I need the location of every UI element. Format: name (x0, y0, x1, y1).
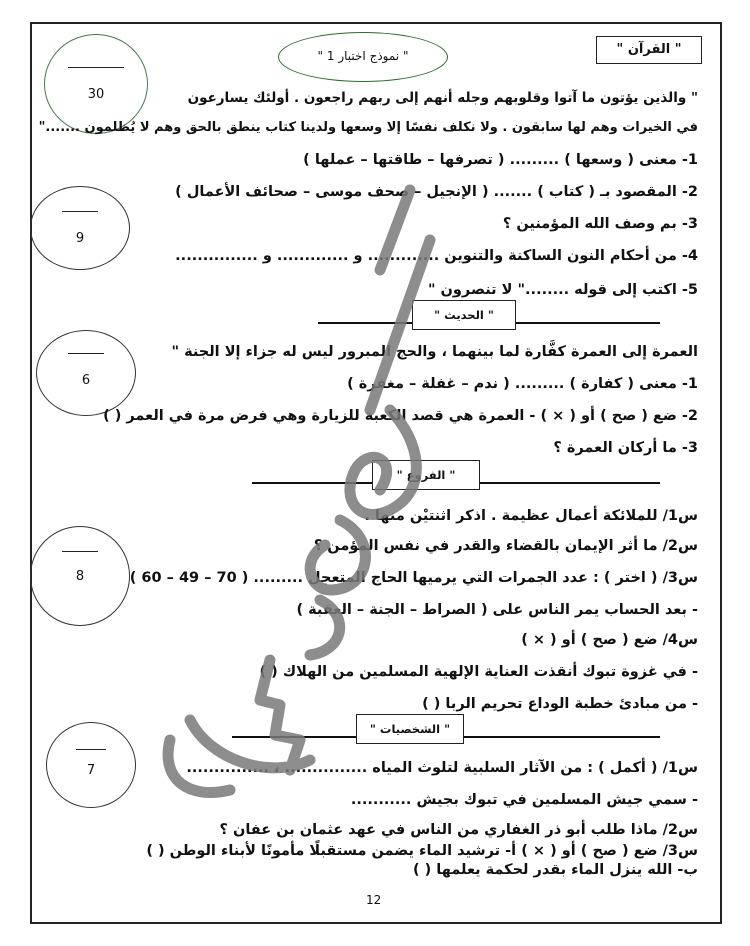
personalities-question-1b: - سمي جيش المسلمين في تبوك بجيش ........... (350, 792, 698, 808)
hadith-title: " الحديث " (434, 308, 494, 322)
personalities-title: " الشخصيات " (369, 722, 451, 736)
quran-title: " القرآن " (616, 42, 682, 57)
furoo-question-4: س4/ ضع ( صح ) أو ( × ) (521, 632, 698, 648)
hadith-question-3: 3- ما أركان العمرة ؟ (553, 440, 698, 456)
furoo-question-4b: - من مبادئ خطبة الوداع تحريم الربا ( ) (422, 696, 698, 712)
quran-title-box (596, 36, 702, 64)
score-dash (62, 211, 98, 212)
score-circle-total (44, 34, 148, 134)
personalities-question-1: س1/ ( أكمل ) : من الآثار السلبية لتلوث المياه ............... ، ............... (186, 760, 698, 776)
quran-question-2: 2- المقصود بـ ( كتاب ) ....... ( الإنجيل – صحف موسى – صحائف الأعمال ) (175, 184, 698, 200)
furoo-question-2: س2/ ما أثر الإيمان بالقضاء والقدر في نفس المؤمن ؟ (313, 538, 698, 554)
furoo-question-3b: - بعد الحساب يمر الناس على ( الصراط – الجنة – العقبة ) (296, 602, 698, 618)
personalities-question-2: س2/ ماذا طلب أبو ذر الغفاري من الناس في عهد عثمان بن عفان ؟ (219, 822, 698, 838)
furoo-question-4a: - في غزوة تبوك أنقذت العناية الإلهية المسلمين من الهلاك ( ) (259, 664, 698, 680)
score-total: 30 (87, 87, 105, 102)
hadith-title-box (412, 300, 516, 330)
score-furoo: 8 (75, 569, 85, 584)
score-dash (76, 749, 106, 750)
score-dash (68, 353, 104, 354)
quran-verse-line2: في الخيرات وهم لها سابقون . ولا نكلف نفسًا إلا وسعها ولدينا كتاب ينطق بالحق وهم لا يُظلمون ......." (38, 120, 698, 135)
furoo-title-box (372, 460, 480, 490)
score-dash (68, 67, 124, 68)
personalities-question-3b: ب- الله ينزل الماء بقدر لحكمة يعلمها ( ) (412, 862, 698, 878)
furoo-question-3: س3/ ( اختر ) : عدد الجمرات التي يرميها الحاج المتعجل ......... ( 70 – 49 – 60 ) (129, 570, 698, 586)
personalities-question-3: س3/ ضع ( صح ) أو ( × ) أ- ترشيد الماء يضمن مستقبلًا مأمونًا لأبناء الوطن ( ) (146, 843, 698, 859)
furoo-title: " الفروع " (396, 468, 456, 482)
score-circle-furoo (30, 526, 130, 626)
exam-title: " نموذج اختبار 1 " (317, 49, 409, 63)
quran-question-3: 3- بم وصف الله المؤمنين ؟ (502, 216, 698, 232)
quran-question-1: 1- معنى ( وسعها ) ......... ( تصرفها – طاقتها – عملها ) (303, 152, 698, 168)
score-quran: 9 (75, 231, 85, 246)
furoo-question-1: س1/ للملائكة أعمال عظيمة . اذكر اثنتيْن منها . (364, 508, 698, 524)
score-circle-personalities (46, 722, 136, 808)
page-number: 12 (366, 893, 382, 907)
hadith-question-2: 2- ضع ( صح ) أو ( × ) - العمرة هي قصد الكعبة للزيارة وهي فرض مرة في العمر ( ) (103, 408, 698, 424)
exam-title-ellipse (278, 32, 448, 82)
score-circle-hadith (36, 330, 136, 416)
quran-question-5: 5- اكتب إلى قوله ........" لا تنصرون " (427, 282, 698, 298)
score-dash (62, 551, 98, 552)
quran-question-4: 4- من أحكام النون الساكنة والتنوين ............. و ............. و ............... (175, 248, 698, 264)
hadith-question-1: 1- معنى ( كفارة ) ......... ( ندم – غفلة – مغفرة ) (347, 376, 698, 392)
hadith-text: العمرة إلى العمرة كفَّارة لما بينهما ، والحج المبرور ليس له جزاء إلا الجنة " (171, 344, 698, 360)
score-circle-quran (30, 186, 130, 270)
score-personalities: 7 (86, 763, 96, 778)
quran-verse-line1: " والذين يؤتون ما آتوا وقلوبهم وجله أنهم إلى ربهم راجعون . أولئك يسارعون (187, 90, 698, 106)
score-hadith: 6 (81, 373, 91, 388)
personalities-title-box (356, 714, 464, 744)
